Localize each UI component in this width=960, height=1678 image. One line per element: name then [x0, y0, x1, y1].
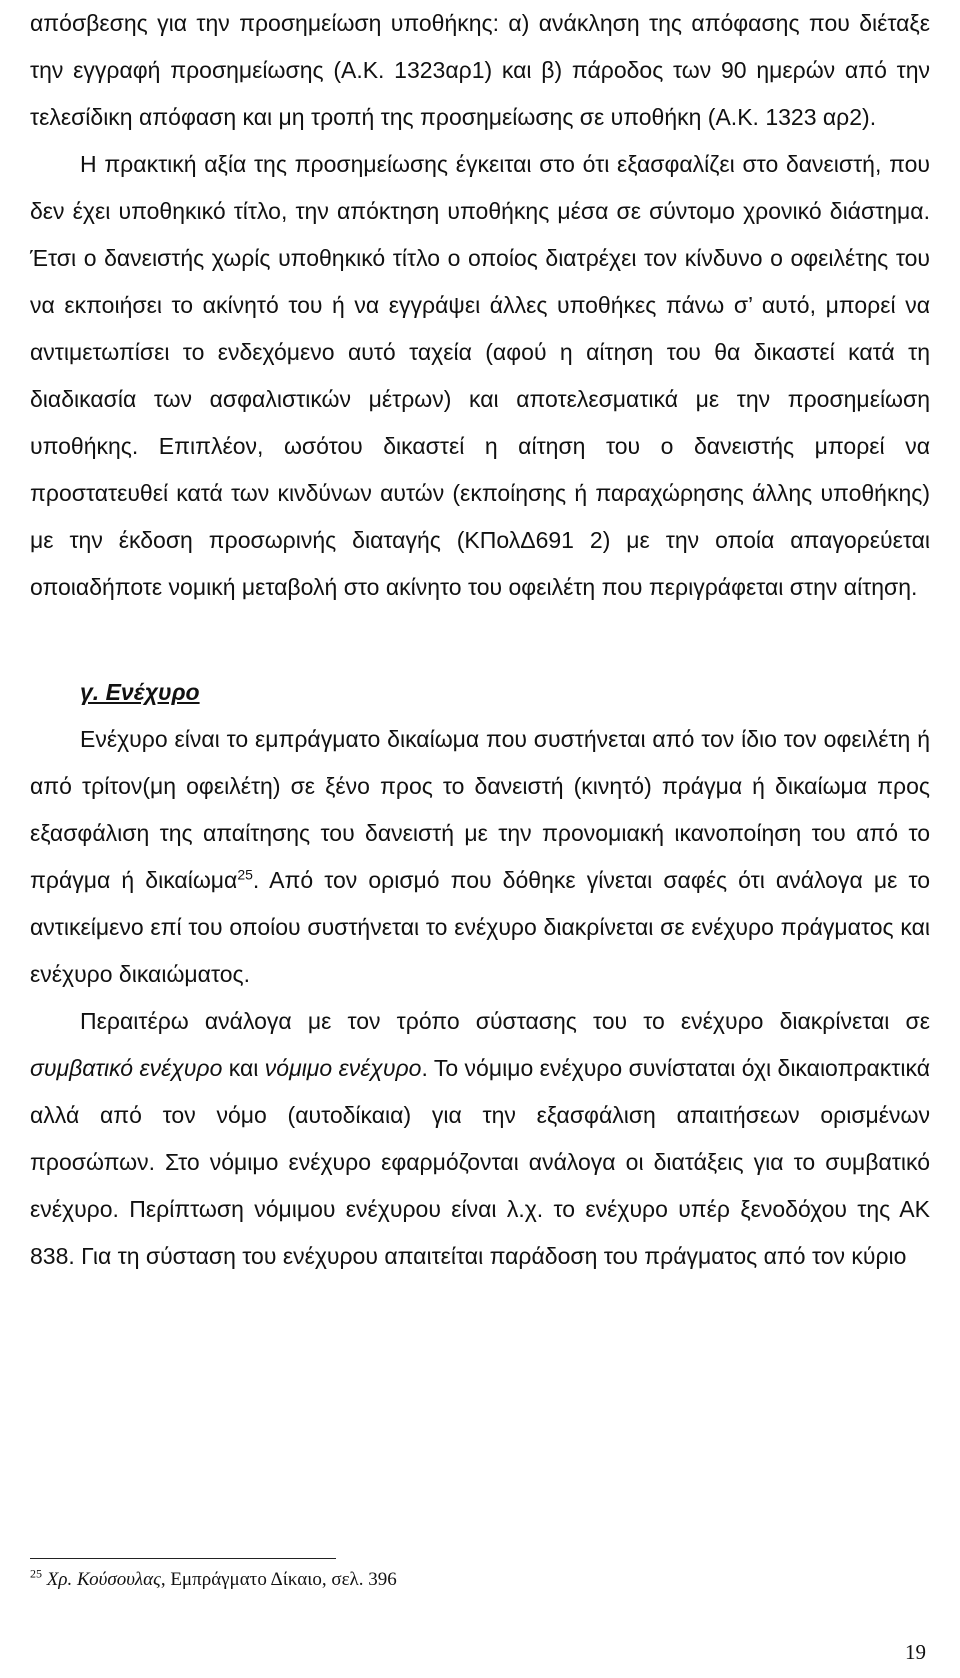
term-legal-pledge: νόμιμο ενέχυρο	[264, 1055, 422, 1081]
paragraph-pledge-types	[30, 998, 930, 1280]
footnote-marker: 25	[30, 1566, 42, 1581]
footnote	[30, 1568, 910, 1592]
term-contractual-pledge: συμβατικό ενέχυρο	[30, 1055, 223, 1081]
paragraph-pledge-definition	[30, 716, 930, 998]
footnote-citation: , Εμπράγματο Δίκαιο, σελ. 396	[160, 1569, 397, 1590]
pledge-types-text: . Το νόμιμο ενέχυρο συνίσταται όχι δικαιοπρακτικά αλλά από τον νόμο (αυτοδίκαια) για την εξασφάλιση απαιτήσεων ορισμένων προσώπων. Στο νόμιμο ενέχυρο εφαρμόζονται ανάλογα οι διατάξεις για το συμβατικό ενέχυρο. Περίπτωση νόμιμου ενέχυρου είναι λ.χ. το ενέχυρο υπέρ ξενοδόχου της ΑΚ 838. Για τη σύσταση του ενέχυρου απαιτείται παράδοση του πράγματος από τον κύριο	[30, 1055, 930, 1269]
page-number: 19	[905, 1640, 926, 1664]
pledge-definition-continued: . Από τον ορισμό που δόθηκε γίνεται σαφές ότι ανάλογα με το αντικείμενο επί του οποίου συστήνεται το ενέχυρο διακρίνεται σε ενέχυρο πράγματος και ενέχυρο δικαιώματος.	[30, 867, 930, 987]
footnote-separator	[30, 1558, 336, 1559]
document-body	[30, 0, 930, 1280]
pledge-types-intro: Περαιτέρω ανάλογα με τον τρόπο σύστασης του το ενέχυρο διακρίνεται σε	[80, 1008, 930, 1034]
section-heading-pledge: γ. Ενέχυρο	[80, 679, 200, 705]
paragraph-mortgage-extinction: απόσβεσης για την προσημείωση υποθήκης: α) ανάκληση της απόφασης που διέταξε την εγγραφή προσημείωσης (Α.Κ. 1323αρ1) και β) πάροδος των 90 ημερών από την τελεσίδικη απόφαση και μη τροπή της προσημείωσης σε υποθήκη (Α.Κ. 1323 αρ2).	[30, 10, 930, 130]
footnote-reference: 25	[237, 866, 253, 883]
paragraph-practical-value: Η πρακτική αξία της προσημείωσης έγκειται στο ότι εξασφαλίζει στο δανειστή, που δεν έχει υποθηκικό τίτλο, την απόκτηση υποθήκης μέσα σε σύντομο χρονικό διάστημα. Έτσι ο δανειστής χωρίς υποθηκικό τίτλο ο οποίος διατρέχει τον κίνδυνο ο οφειλέτης του να εκποιήσει το ακίνητό του ή να εγγράψει άλλες υποθήκες πάνω σ’ αυτό, μπορεί να αντιμετωπίσει το ενδεχόμενο αυτό ταχεία (αφού η αίτηση του θα δικαστεί κατά τη διαδικασία των ασφαλιστικών μέτρων) και αποτελεσματικά με την προσημείωση υποθήκης. Επιπλέον, ωσότου δικαστεί η αίτηση του ο δανειστής μπορεί να προστατευθεί κατά των κινδύνων αυτών (εκποίησης ή παραχώρησης άλλης υποθήκης) με την έκδοση προσωρινής διαταγής (ΚΠολΔ691 2) με την οποία απαγορεύεται οποιαδήποτε νομική μεταβολή στο ακίνητο του οφειλέτη που περιγράφεται στην αίτηση.	[30, 151, 930, 600]
pledge-definition-text: Ενέχυρο είναι το εμπράγματο δικαίωμα που συστήνεται από τον ίδιο τον οφειλέτη ή από τρίτον(μη οφειλέτη) σε ξένο προς το δανειστή (κινητό) πράγμα ή δικαίωμα προς εξασφάλιση της απαίτησης του δανειστή με την προνομιακή ικανοποίηση του από το πράγμα ή δικαίωμα	[30, 726, 930, 893]
conjunction: και	[222, 1055, 265, 1081]
footnote-author: Χρ. Κούσουλας	[46, 1569, 161, 1590]
